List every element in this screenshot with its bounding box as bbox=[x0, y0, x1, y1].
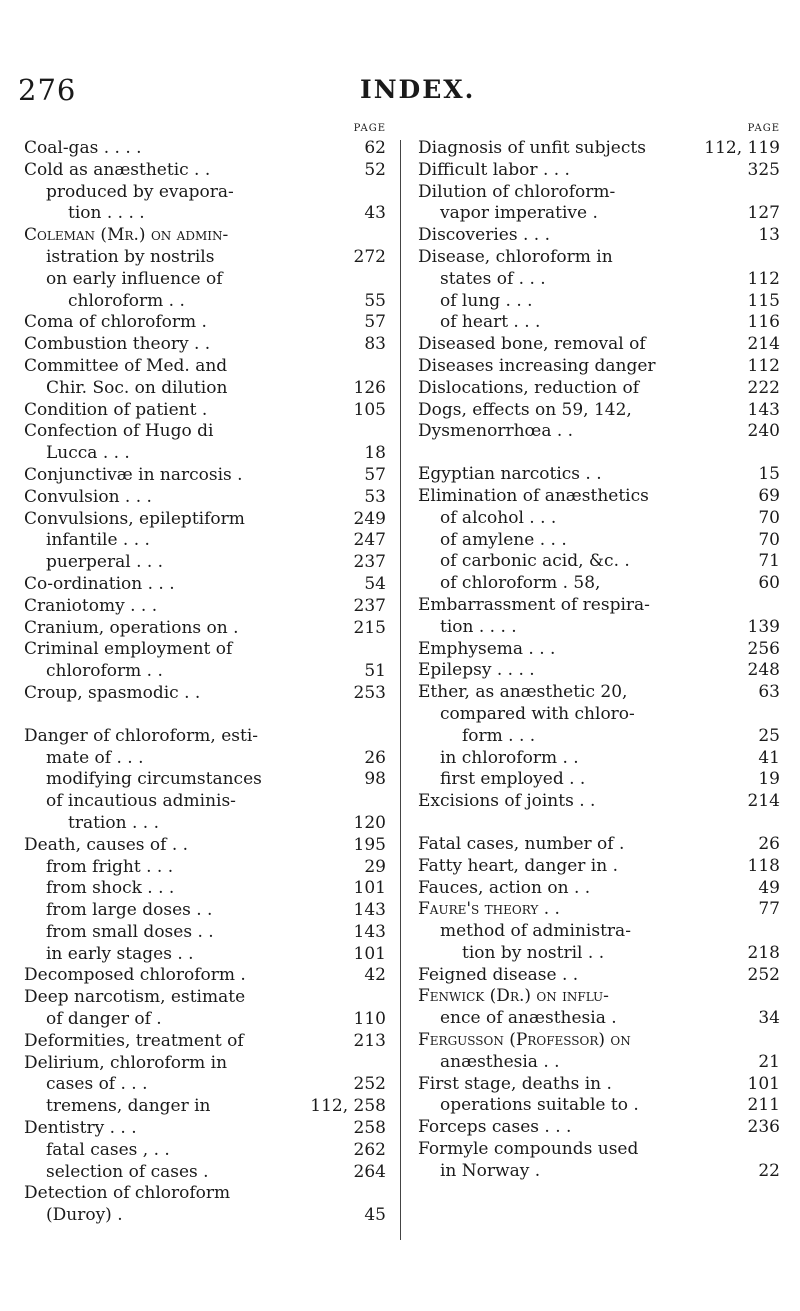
index-entry bbox=[418, 639, 784, 661]
index-term: Delirium, chloroform in bbox=[24, 1052, 228, 1073]
index-entry bbox=[418, 748, 784, 770]
index-entry bbox=[418, 1139, 784, 1183]
page-reference: 252 bbox=[353, 1074, 386, 1095]
index-term-continuation: Chir. Soc. on dilution bbox=[46, 377, 228, 398]
page-reference: 77 bbox=[758, 899, 780, 920]
index-term: Decomposed chloroform . bbox=[24, 965, 246, 986]
index-term: Coleman (Mr.) on admin- bbox=[24, 225, 229, 246]
index-entry bbox=[418, 138, 784, 160]
index-term: first employed . . bbox=[440, 769, 586, 790]
index-term-continuation: tion . . . . bbox=[440, 616, 517, 637]
page-reference: 22 bbox=[758, 1160, 780, 1181]
index-term: Epilepsy . . . . bbox=[418, 660, 535, 681]
page-reference: 218 bbox=[747, 942, 780, 963]
index-term: of alcohol . . . bbox=[440, 507, 557, 528]
index-term: puerperal . . . bbox=[46, 552, 164, 573]
page-reference: 214 bbox=[747, 791, 780, 812]
index-entry bbox=[418, 660, 784, 682]
page-reference: 69 bbox=[758, 485, 780, 506]
index-term-continuation: Lucca . . . bbox=[46, 443, 130, 464]
index-term: Coma of chloroform . bbox=[24, 312, 207, 333]
page-reference: 42 bbox=[364, 965, 386, 986]
page-reference: 70 bbox=[758, 529, 780, 550]
section-gap bbox=[24, 705, 390, 726]
index-term: Co-ordination . . . bbox=[24, 573, 175, 594]
page-reference: 60 bbox=[758, 573, 780, 594]
page-reference: 83 bbox=[364, 334, 386, 355]
index-term: produced by evapora- bbox=[46, 181, 234, 202]
page-title: INDEX. bbox=[360, 75, 476, 104]
index-entry bbox=[24, 421, 390, 465]
page-reference: 55 bbox=[364, 290, 386, 311]
section-gap bbox=[418, 443, 784, 464]
index-term: Craniotomy . . . bbox=[24, 595, 158, 616]
index-term: Convulsion . . . bbox=[24, 486, 152, 507]
index-term: Fenwick (Dr.) on influ- bbox=[418, 986, 609, 1007]
index-term: Disease, chloroform in bbox=[418, 246, 613, 267]
page-reference: 98 bbox=[364, 769, 386, 790]
page-reference: 213 bbox=[353, 1030, 386, 1051]
index-entry bbox=[418, 769, 784, 791]
index-term: Diseased bone, removal of bbox=[418, 334, 646, 355]
index-entry bbox=[418, 1117, 784, 1139]
index-entry bbox=[24, 552, 390, 574]
index-term: Deep narcotism, estimate bbox=[24, 987, 246, 1008]
page-reference: 57 bbox=[364, 464, 386, 485]
page-reference: 236 bbox=[747, 1117, 780, 1138]
index-term-continuation: tration . . . bbox=[68, 812, 159, 833]
page-reference: 262 bbox=[353, 1139, 386, 1160]
page-reference: 18 bbox=[364, 443, 386, 464]
index-term: of carbonic acid, &c. . bbox=[440, 551, 630, 572]
index-term-continuation: (Duroy) . bbox=[46, 1205, 123, 1226]
page-reference: 272 bbox=[353, 246, 386, 267]
section-gap bbox=[418, 813, 784, 834]
index-term: Danger of chloroform, esti- bbox=[24, 725, 258, 746]
index-entry bbox=[418, 921, 784, 965]
index-term: Combustion theory . . bbox=[24, 334, 211, 355]
index-entry bbox=[418, 878, 784, 900]
page-reference: 15 bbox=[758, 464, 780, 485]
page-reference: 19 bbox=[758, 769, 780, 790]
page-reference: 195 bbox=[353, 834, 386, 855]
index-entry bbox=[24, 726, 390, 770]
index-term: method of administra- bbox=[440, 921, 631, 942]
index-entry bbox=[418, 682, 784, 704]
index-entry bbox=[418, 464, 784, 486]
page-reference: 29 bbox=[364, 856, 386, 877]
index-entry bbox=[24, 225, 390, 269]
index-term: Detection of chloroform bbox=[24, 1183, 231, 1204]
page-reference: 70 bbox=[758, 507, 780, 528]
index-term: of amylene . . . bbox=[440, 529, 567, 550]
page-reference: 25 bbox=[758, 725, 780, 746]
index-term: Fatal cases, number of . bbox=[418, 833, 625, 854]
index-entry bbox=[418, 965, 784, 987]
index-entry bbox=[418, 378, 784, 400]
index-term-continuation: anæsthesia . . bbox=[440, 1051, 560, 1072]
index-entry bbox=[418, 986, 784, 1030]
index-term: Confection of Hugo di bbox=[24, 421, 214, 442]
page-reference: 54 bbox=[364, 573, 386, 594]
index-term: Croup, spasmodic . . bbox=[24, 682, 201, 703]
index-term: of chloroform . 58, bbox=[440, 573, 601, 594]
index-term-continuation: form . . . bbox=[462, 725, 536, 746]
page-reference: 256 bbox=[747, 638, 780, 659]
index-entry bbox=[418, 791, 784, 813]
index-entry bbox=[24, 791, 390, 835]
index-term: fatal cases , . . bbox=[46, 1139, 170, 1160]
page-label: PAGE bbox=[747, 123, 780, 134]
index-term-continuation: tion by nostril . . bbox=[462, 942, 605, 963]
index-term: Cold as anæsthetic . . bbox=[24, 159, 211, 180]
page-reference: 211 bbox=[747, 1095, 780, 1116]
index-entry bbox=[24, 574, 390, 596]
page-reference: 120 bbox=[353, 812, 386, 833]
index-term: Dilution of chloroform- bbox=[418, 181, 616, 202]
page-number: 276 bbox=[18, 73, 77, 107]
page-reference: 110 bbox=[353, 1009, 386, 1030]
page-reference: 247 bbox=[353, 530, 386, 551]
page-reference: 252 bbox=[747, 964, 780, 985]
index-column-left bbox=[24, 124, 390, 1227]
page-reference: 101 bbox=[353, 943, 386, 964]
index-term-continuation: states of . . . bbox=[440, 268, 546, 289]
index-term: Deformities, treatment of bbox=[24, 1030, 244, 1051]
page-reference: 139 bbox=[747, 616, 780, 637]
index-entry bbox=[24, 1118, 390, 1140]
page-reference: 57 bbox=[364, 312, 386, 333]
index-term-continuation: of danger of . bbox=[46, 1009, 162, 1030]
index-entry bbox=[418, 291, 784, 313]
index-entry bbox=[24, 683, 390, 705]
page-reference: 240 bbox=[747, 421, 780, 442]
page-reference: 13 bbox=[758, 225, 780, 246]
page-reference: 21 bbox=[758, 1051, 780, 1072]
index-term: Diseases increasing danger bbox=[418, 355, 656, 376]
index-term: Egyptian narcotics . . bbox=[418, 464, 602, 485]
index-entry bbox=[418, 312, 784, 334]
index-entry bbox=[418, 1074, 784, 1096]
page-reference: 41 bbox=[758, 747, 780, 768]
index-term: Faure's theory . . bbox=[418, 899, 560, 920]
page-reference: 248 bbox=[747, 660, 780, 681]
index-term: Difficult labor . . . bbox=[418, 159, 570, 180]
index-entry bbox=[418, 334, 784, 356]
index-entry bbox=[24, 1096, 390, 1118]
index-entry bbox=[24, 465, 390, 487]
page-reference: 253 bbox=[353, 682, 386, 703]
page-reference: 112, 119 bbox=[704, 138, 780, 158]
index-entry bbox=[24, 400, 390, 422]
index-entry bbox=[418, 704, 784, 748]
index-entry bbox=[24, 356, 390, 400]
page-reference: 45 bbox=[364, 1205, 386, 1226]
index-entry bbox=[24, 1053, 390, 1097]
page-reference: 53 bbox=[364, 486, 386, 507]
index-entry bbox=[24, 878, 390, 900]
index-entry bbox=[418, 225, 784, 247]
index-term-continuation: chloroform . . bbox=[46, 661, 163, 682]
index-term: Forceps cases . . . bbox=[418, 1117, 572, 1138]
page-reference: 26 bbox=[364, 747, 386, 768]
index-entry bbox=[24, 509, 390, 531]
page-reference: 325 bbox=[747, 159, 780, 180]
page-reference: 101 bbox=[747, 1073, 780, 1094]
index-term: Convulsions, epileptiform bbox=[24, 508, 245, 529]
index-term: Emphysema . . . bbox=[418, 638, 556, 659]
page-reference: 52 bbox=[364, 159, 386, 180]
index-term: Elimination of anæsthetics bbox=[418, 485, 649, 506]
index-term: tremens, danger in bbox=[46, 1096, 211, 1117]
index-entry bbox=[24, 835, 390, 857]
index-entry bbox=[418, 1095, 784, 1117]
index-entry bbox=[24, 487, 390, 509]
index-entry bbox=[24, 922, 390, 944]
index-entry bbox=[418, 400, 784, 422]
index-term-continuation: mate of . . . bbox=[46, 747, 144, 768]
page-reference: 112, 258 bbox=[310, 1096, 386, 1117]
page-reference: 63 bbox=[758, 682, 780, 703]
index-term: Diagnosis of unfit subjects bbox=[418, 138, 646, 158]
index-term: Dislocations, reduction of bbox=[418, 377, 640, 398]
page-reference: 143 bbox=[747, 399, 780, 420]
index-term-continuation: ence of anæsthesia . bbox=[440, 1008, 617, 1029]
index-entry bbox=[24, 965, 390, 987]
page-reference: 115 bbox=[747, 290, 780, 311]
page-reference: 237 bbox=[353, 595, 386, 616]
index-term: of incautious adminis- bbox=[46, 791, 236, 812]
index-term: Ether, as anæsthetic 20, bbox=[418, 682, 628, 703]
index-term: Formyle compounds used bbox=[418, 1139, 639, 1160]
index-entry bbox=[24, 596, 390, 618]
index-entry bbox=[418, 160, 784, 182]
index-term-continuation: in Norway . bbox=[440, 1160, 541, 1181]
index-term: Dogs, effects on 59, 142, bbox=[418, 399, 632, 420]
page-reference: 264 bbox=[353, 1161, 386, 1182]
index-entry bbox=[24, 138, 390, 160]
page-reference: 49 bbox=[758, 877, 780, 898]
index-entry bbox=[24, 857, 390, 879]
index-term-continuation: vapor imperative . bbox=[440, 203, 598, 224]
page-reference: 116 bbox=[747, 312, 780, 333]
index-term: selection of cases . bbox=[46, 1161, 209, 1182]
index-term-continuation: tion . . . . bbox=[68, 203, 145, 224]
page-reference: 34 bbox=[758, 1008, 780, 1029]
page-reference: 112 bbox=[747, 268, 780, 289]
index-term: Fatty heart, danger in . bbox=[418, 855, 618, 876]
index-term: Condition of patient . bbox=[24, 399, 208, 420]
page-reference: 101 bbox=[353, 878, 386, 899]
page-reference: 127 bbox=[747, 203, 780, 224]
index-entry bbox=[418, 595, 784, 639]
index-entry bbox=[418, 356, 784, 378]
index-term: modifying circumstances bbox=[46, 769, 262, 790]
index-term: Conjunctivæ in narcosis . bbox=[24, 464, 243, 485]
index-entry bbox=[24, 312, 390, 334]
index-term-continuation: chloroform . . bbox=[68, 290, 185, 311]
index-term: from shock . . . bbox=[46, 878, 175, 899]
index-term: Coal-gas . . . . bbox=[24, 138, 142, 158]
page-reference: 258 bbox=[353, 1118, 386, 1139]
page-reference: 249 bbox=[353, 508, 386, 529]
index-entry bbox=[418, 421, 784, 443]
page-reference: 237 bbox=[353, 552, 386, 573]
index-entry bbox=[24, 1140, 390, 1162]
index-entry bbox=[418, 899, 784, 921]
index-entry bbox=[418, 1030, 784, 1074]
index-entry bbox=[24, 530, 390, 552]
page-reference: 62 bbox=[364, 138, 386, 158]
page-reference: 26 bbox=[758, 833, 780, 854]
index-entry bbox=[418, 486, 784, 508]
index-term: from small doses . . bbox=[46, 921, 214, 942]
index-entry bbox=[24, 182, 390, 226]
index-term: infantile . . . bbox=[46, 530, 150, 551]
index-entry bbox=[418, 856, 784, 878]
index-term: of heart . . . bbox=[440, 312, 541, 333]
index-entry bbox=[418, 834, 784, 856]
page-reference: 143 bbox=[353, 900, 386, 921]
index-term: Feigned disease . . bbox=[418, 964, 579, 985]
index-term: compared with chloro- bbox=[440, 703, 635, 724]
page-reference: 222 bbox=[747, 377, 780, 398]
page-reference: 118 bbox=[747, 855, 780, 876]
page-reference: 215 bbox=[353, 617, 386, 638]
page-label: PAGE bbox=[353, 123, 386, 134]
index-term: Cranium, operations on . bbox=[24, 617, 239, 638]
index-entry bbox=[24, 639, 390, 683]
index-term: Dysmenorrhœa . . bbox=[418, 421, 574, 442]
page-reference: 143 bbox=[353, 921, 386, 942]
index-term: from fright . . . bbox=[46, 856, 174, 877]
index-term: in chloroform . . bbox=[440, 747, 579, 768]
index-term: operations suitable to . bbox=[440, 1095, 639, 1116]
index-term: in early stages . . bbox=[46, 943, 194, 964]
index-entry bbox=[24, 160, 390, 182]
index-entry bbox=[24, 900, 390, 922]
index-term: Embarrassment of respira- bbox=[418, 594, 650, 615]
index-term: Fergusson (Professor) on bbox=[418, 1030, 631, 1051]
index-term: from large doses . . bbox=[46, 900, 213, 921]
index-entry bbox=[24, 769, 390, 791]
index-term: Criminal employment of bbox=[24, 639, 233, 660]
index-term: of lung . . . bbox=[440, 290, 533, 311]
index-entry bbox=[24, 334, 390, 356]
index-entry bbox=[24, 1162, 390, 1184]
index-term: Discoveries . . . bbox=[418, 225, 550, 246]
index-term: Committee of Med. and bbox=[24, 355, 228, 376]
page-reference: 126 bbox=[353, 377, 386, 398]
page-reference: 105 bbox=[353, 399, 386, 420]
index-entry bbox=[24, 618, 390, 640]
index-entry bbox=[24, 987, 390, 1031]
index-column-right bbox=[418, 124, 784, 1183]
column-divider bbox=[400, 140, 401, 1240]
index-term: Death, causes of . . bbox=[24, 834, 189, 855]
index-term: First stage, deaths in . bbox=[418, 1073, 612, 1094]
index-term: on early influence of bbox=[46, 268, 223, 289]
page-header bbox=[0, 73, 800, 107]
index-entry bbox=[418, 530, 784, 552]
page-reference: 71 bbox=[758, 551, 780, 572]
page-reference: 112 bbox=[747, 355, 780, 376]
index-term: Fauces, action on . . bbox=[418, 877, 591, 898]
index-entry bbox=[418, 182, 784, 226]
index-term: Dentistry . . . bbox=[24, 1118, 137, 1139]
index-entry bbox=[418, 573, 784, 595]
index-entry bbox=[24, 269, 390, 313]
page-reference: 51 bbox=[364, 661, 386, 682]
index-entry bbox=[418, 247, 784, 291]
page-reference: 43 bbox=[364, 203, 386, 224]
index-entry bbox=[24, 944, 390, 966]
index-entry bbox=[24, 1031, 390, 1053]
index-term: Excisions of joints . . bbox=[418, 791, 596, 812]
index-term-continuation: istration by nostrils bbox=[46, 246, 215, 267]
page-reference: 214 bbox=[747, 334, 780, 355]
index-entry bbox=[418, 508, 784, 530]
index-entry bbox=[24, 1183, 390, 1227]
index-entry bbox=[418, 551, 784, 573]
index-term-continuation: cases of . . . bbox=[46, 1074, 148, 1095]
